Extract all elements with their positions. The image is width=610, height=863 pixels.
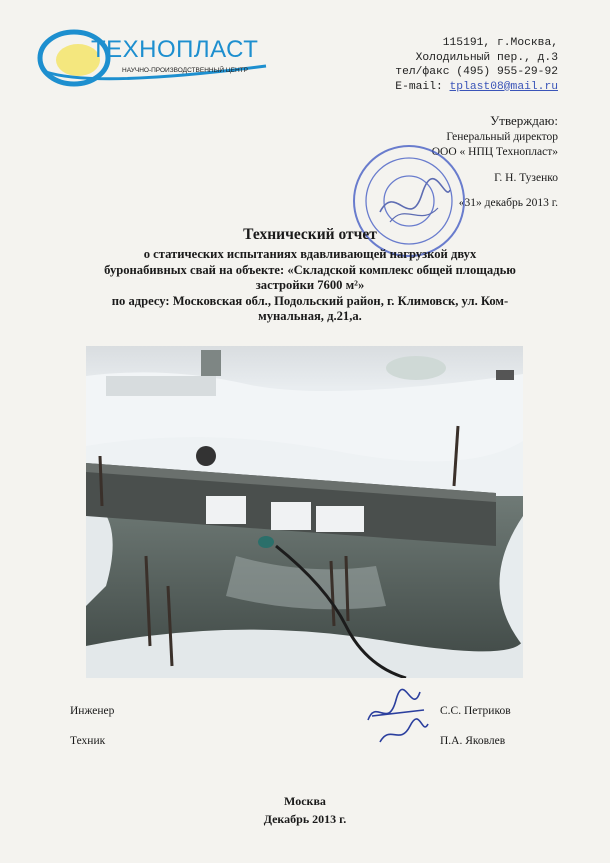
phone-fax: тел/факс (495) 955-29-92 (395, 66, 558, 78)
company-logo (36, 22, 276, 92)
report-subtitle-line-1: о статических испытаниях вдавливающей нагрузкой двух (143, 247, 477, 261)
approval-heading: Утверждаю: (490, 113, 558, 128)
signature-name: П.А. Яковлев (440, 735, 506, 747)
signature-name: С.С. Петриков (440, 705, 511, 717)
report-subtitle-line-5: мунальная, д.21,а. (258, 309, 362, 323)
approver-company: ООО « НПЦ Технопласт» (431, 146, 558, 158)
footer-city: Москва (284, 794, 326, 808)
site-photo (86, 346, 523, 678)
address-line-2: Холодильный пер., д.3 (415, 51, 558, 64)
logo-wordmark: ТЕХНОПЛАСТ (91, 36, 259, 63)
signature-role: Инженер (70, 705, 115, 717)
signature-role: Техник (70, 735, 106, 747)
footer-date: Декабрь 2013 г. (263, 812, 347, 826)
approver-position: Генеральный директор (446, 130, 558, 143)
report-title: Технический отчет (243, 226, 377, 243)
email-link[interactable]: tplast08@mail.ru (449, 80, 558, 93)
email-line (395, 80, 558, 95)
logo-subtitle: НАУЧНО-ПРОИЗВОДСТВЕННЫЙ ЦЕНТР (122, 67, 248, 74)
approver-name: Г. Н. Тузенко (494, 171, 558, 184)
email-label: E-mail: (395, 80, 450, 93)
report-subtitle-line-4: по адресу: Московская обл., Подольский район, г. Климовск, ул. Ком- (111, 293, 509, 308)
report-subtitle-line-3: застройки 7600 м²» (255, 278, 365, 292)
company-address (395, 36, 558, 94)
handwritten-signature-icon (362, 680, 437, 750)
approval-date: «31» декабрь 2013 г. (458, 197, 558, 209)
document-footer (0, 792, 610, 828)
report-title-block (70, 226, 550, 325)
report-subtitle-line-2: буронабивных свай на объекте: «Складской комплекс общей площадью (104, 262, 516, 277)
address-line-1: 115191, г.Москва, (442, 37, 558, 49)
